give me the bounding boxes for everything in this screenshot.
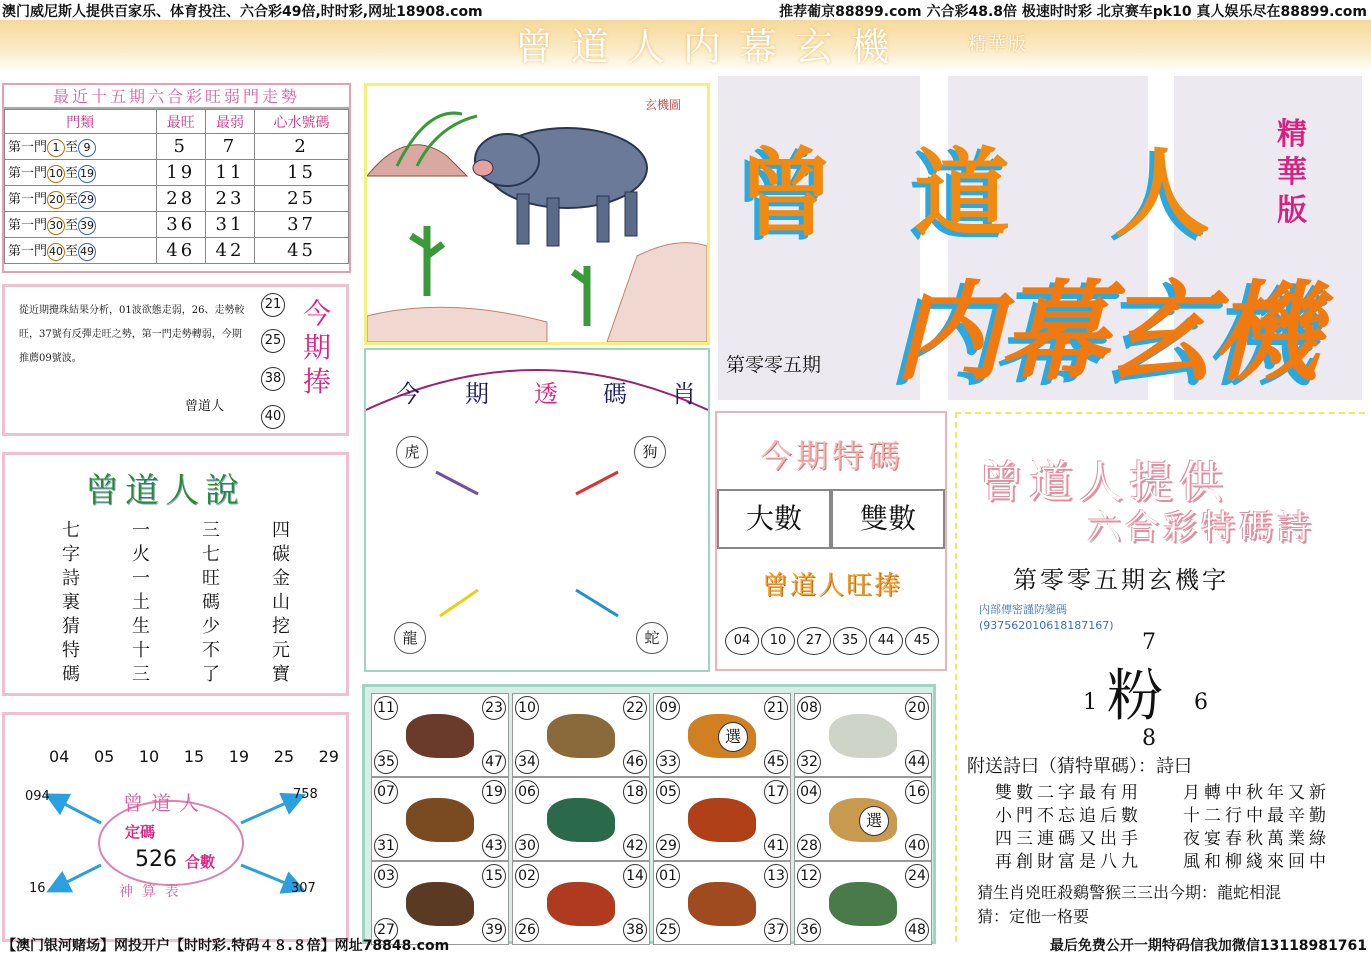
zodiac-animal-image: [829, 714, 897, 758]
zodiac-tiger: 虎: [396, 436, 428, 468]
poem-note: [979, 602, 1114, 634]
zodiac-number: 41: [764, 834, 788, 858]
zodiac-animal-image: [829, 882, 897, 926]
zodiac-cell: [794, 693, 932, 777]
code-corner-tl: 094: [25, 789, 50, 804]
zodiac-cell: [512, 861, 650, 945]
trend-pick: 37: [255, 212, 349, 238]
zodiac-animal-image: [547, 882, 615, 926]
talk-char: 土: [132, 592, 150, 613]
logo-char: 人: [1114, 137, 1210, 250]
code-corner-tr: 758: [293, 787, 318, 802]
code-label: 定碼: [125, 823, 156, 841]
zodiac-number: 31: [374, 834, 398, 858]
top-ad-right[interactable]: 推荐葡京88899.com 六合彩48.8倍 极速时时彩 北京赛车pk10 真人娱乐尽在88899.com: [779, 4, 1367, 20]
animal-grid: [362, 684, 936, 944]
pig-caption: 玄機圖: [645, 98, 682, 112]
talk-char: 一: [132, 520, 150, 541]
zodiac-cell: [512, 693, 650, 777]
zodiac-title: [396, 374, 696, 409]
bottom-ad-bar: [0, 934, 1371, 954]
zodiac-number: 36: [797, 918, 821, 942]
poem-right-column: [1183, 782, 1330, 874]
talk-char: 一: [132, 568, 150, 589]
trend-row: [5, 134, 349, 160]
talk-char: 字: [62, 544, 80, 565]
talk-panel: [2, 452, 349, 696]
trend-range-to-word: 至: [65, 166, 79, 181]
talk-column: [199, 519, 223, 687]
talk-char: 十: [132, 640, 150, 661]
logo-area: [718, 76, 1362, 400]
trend-cold: 11: [205, 160, 254, 186]
zodiac-animal-image: [688, 882, 756, 926]
trend-range-to: 29: [78, 191, 96, 209]
poem-line: 再創財富是八九: [995, 852, 1142, 872]
trend-hot: 36: [156, 212, 205, 238]
zodiac-number: 24: [905, 864, 929, 888]
zodiac-number: 34: [515, 750, 539, 774]
trend-range-to: 39: [78, 217, 96, 235]
poem-num-bottom: 8: [1142, 726, 1156, 751]
zodiac-cell: [653, 861, 791, 945]
poem-area: [955, 412, 1365, 942]
zodiac-number: 08: [797, 696, 821, 720]
trend-door-label: 第一門: [8, 218, 48, 233]
intro-ball: 40: [261, 405, 285, 429]
intro-ball: 38: [261, 367, 285, 391]
logo-issue: 第零零五期: [726, 354, 822, 376]
talk-title: 曾道人說: [85, 471, 245, 511]
talk-char: 七: [202, 544, 220, 565]
zodiac-number: 26: [515, 918, 539, 942]
trend-range-from: 40: [47, 243, 65, 261]
special-ball: 35: [833, 627, 867, 655]
code-value: 526: [135, 847, 177, 872]
zodiac-panel: [364, 348, 710, 672]
talk-char: 不: [202, 640, 220, 661]
code-bottom: 神 算 表: [119, 884, 179, 900]
talk-char: 火: [132, 544, 150, 565]
poem-puzzle-char: 粉: [1107, 664, 1163, 729]
zodiac-cell: [512, 777, 650, 861]
zodiac-dog: 狗: [634, 436, 666, 468]
trend-range: [5, 134, 157, 160]
zodiac-title-char: 期: [465, 380, 489, 408]
logo-badge: 精華版: [1277, 117, 1307, 228]
zodiac-number: 47: [482, 750, 506, 774]
code-number: 04: [49, 747, 70, 766]
trend-door-label: 第一門: [8, 166, 48, 181]
zodiac-number: 32: [797, 750, 821, 774]
zodiac-number: 16: [905, 780, 929, 804]
trend-range-to-word: 至: [65, 140, 79, 155]
trend-pick: 15: [255, 160, 349, 186]
zodiac-title-char: 肖: [672, 380, 696, 408]
trend-range-to: 49: [78, 243, 96, 261]
talk-char: 了: [202, 664, 220, 685]
trend-cold: 42: [205, 238, 254, 264]
special-ball: 45: [905, 627, 939, 655]
trend-hot: 28: [156, 186, 205, 212]
special-code-panel: [715, 411, 947, 671]
trend-cold: 23: [205, 186, 254, 212]
trend-range-from: 10: [47, 165, 65, 183]
zodiac-number: 28: [797, 834, 821, 858]
zodiac-number: 14: [623, 864, 647, 888]
talk-column: [59, 519, 83, 687]
zodiac-number: 06: [515, 780, 539, 804]
zodiac-number: 39: [482, 918, 506, 942]
poem-line: 風和柳綫來回中: [1183, 852, 1330, 872]
zodiac-number: 22: [623, 696, 647, 720]
zodiac-animal-image: [547, 714, 615, 758]
zodiac-number: 15: [482, 864, 506, 888]
intro-ball: 21: [261, 293, 285, 317]
zodiac-number: 38: [623, 918, 647, 942]
special-big-number: 大數: [717, 489, 831, 549]
zodiac-title-char: 碼: [603, 380, 627, 408]
special-balls: [725, 627, 939, 655]
zodiac-cell: [794, 777, 932, 861]
poem-left-column: [995, 782, 1142, 874]
zodiac-selected-mark: 選: [859, 806, 889, 836]
zodiac-number: 43: [482, 834, 506, 858]
trend-range-to: 9: [78, 139, 96, 157]
poem-subtitle: 六合彩特碼詩: [1087, 508, 1315, 548]
trend-door-label: 第一門: [8, 140, 48, 155]
pig-illustration: [367, 86, 707, 342]
poem-footer: 猜：定他一格要: [977, 907, 1090, 926]
poem-title: 曾道人提供: [979, 457, 1229, 508]
trend-cold: 31: [205, 212, 254, 238]
poem-footer: 猜生肖兇旺殺鷄警猴三三出今期：龍蛇相混: [977, 883, 1282, 902]
zodiac-number: 07: [374, 780, 398, 804]
zodiac-number: 48: [905, 918, 929, 942]
zodiac-number: 04: [797, 780, 821, 804]
poem-line: 雙數二字最有用: [995, 783, 1142, 803]
trend-title: 最近十五期六合彩旺弱門走勢: [4, 85, 349, 109]
zodiac-animal-image: [406, 714, 474, 758]
pig-picture-panel: [364, 83, 710, 345]
trend-range-from: 20: [47, 191, 65, 209]
trend-hot: 46: [156, 238, 205, 264]
zodiac-animal-image: [547, 798, 615, 842]
talk-char: 生: [132, 616, 150, 637]
zodiac-number: 30: [515, 834, 539, 858]
zodiac-number: 01: [656, 864, 680, 888]
trend-header-type: 門類: [5, 110, 157, 134]
logo-char: 道: [914, 137, 1010, 250]
talk-char: 寶: [272, 664, 290, 685]
poem-issue: 第零零五期玄機字: [1013, 566, 1229, 594]
zodiac-animal-image: [406, 798, 474, 842]
code-number: 29: [318, 747, 339, 766]
talk-char: 三: [132, 664, 150, 685]
poem-num-top: 7: [1142, 630, 1156, 655]
talk-char: 山: [272, 592, 290, 613]
trend-range-to-word: 至: [65, 244, 79, 259]
trend-range: [5, 212, 157, 238]
trend-pick: 2: [255, 134, 349, 160]
code-number: 19: [228, 747, 250, 766]
intro-side-title: 今期捧: [302, 297, 331, 398]
code-number: 05: [93, 747, 115, 766]
trend-door-label: 第一門: [8, 192, 48, 207]
trend-range-to-word: 至: [65, 192, 79, 207]
code-corner-bl: 16: [29, 881, 46, 896]
trend-hot: 19: [156, 160, 205, 186]
zodiac-number: 13: [764, 864, 788, 888]
zodiac-number: 21: [764, 696, 788, 720]
zodiac-cell: [371, 777, 509, 861]
zodiac-cell: [371, 693, 509, 777]
poem-line: 四三連碼又出手: [995, 829, 1142, 849]
special-ball: 04: [725, 627, 759, 655]
zodiac-title-char: 今: [396, 380, 420, 408]
intro-panel: [2, 284, 349, 436]
zodiac-number: 05: [656, 780, 680, 804]
talk-char: 四: [272, 520, 290, 541]
poem-intro: 附送詩曰（猜特單碼）：詩曰: [967, 756, 1192, 777]
code-number: 25: [273, 747, 295, 766]
special-title: 今期特碼: [759, 437, 904, 475]
zodiac-animal-image: [406, 882, 474, 926]
talk-char: 猜: [62, 616, 80, 637]
zodiac-cell: [653, 777, 791, 861]
intro-text: 從近期攪珠結果分析，01波欲態走弱，26、走勢較旺，37號有反彈走旺之勢，第一門走勢轉弱，今期推薦09號波。: [19, 305, 245, 364]
zodiac-number: 09: [656, 696, 680, 720]
talk-char: 詩: [62, 568, 80, 589]
poem-line: 小門不忘追后數: [995, 806, 1142, 826]
zodiac-number: 33: [656, 750, 680, 774]
zodiac-number: 45: [764, 750, 788, 774]
code-number-row: [49, 747, 339, 766]
talk-char: 元: [272, 640, 290, 661]
zodiac-number: 40: [905, 834, 929, 858]
trend-range-to: 19: [78, 165, 96, 183]
talk-char: 特: [62, 640, 80, 661]
special-even-number: 雙數: [831, 489, 945, 549]
talk-char: 旺: [202, 568, 220, 589]
poem-line: 月轉中秋年又新: [1183, 783, 1330, 803]
zodiac-number: 29: [656, 834, 680, 858]
talk-char: 挖: [272, 616, 290, 637]
special-ball: 27: [797, 627, 831, 655]
trend-pick: 25: [255, 186, 349, 212]
poem-num-right: 6: [1194, 690, 1208, 715]
trend-pick: 45: [255, 238, 349, 264]
zodiac-number: 11: [374, 696, 398, 720]
header-subtitle: 精華版: [968, 34, 1028, 55]
zodiac-selected-mark: 選: [718, 722, 748, 752]
talk-char: 裏: [62, 592, 80, 613]
zodiac-number: 03: [374, 864, 398, 888]
trend-door-label: 第一門: [8, 244, 48, 259]
trend-header-hot: 最旺: [156, 110, 205, 134]
zodiac-snake: 蛇: [636, 622, 668, 654]
code-number: 10: [138, 747, 160, 766]
logo-char: 曾: [738, 137, 834, 250]
poem-num-left: 1: [1083, 690, 1097, 715]
trend-row: [5, 238, 349, 264]
header-title: 曾道人内幕玄機: [515, 25, 908, 69]
trend-range: [5, 160, 157, 186]
poem-note-line: 内部傳密謹防變碼: [979, 603, 1067, 616]
intro-ball: 25: [261, 329, 285, 353]
bottom-ad-left[interactable]: 【澳门银河赌场】网投开户【时时彩.特码４８.８倍】网址78848.com: [2, 938, 450, 954]
trend-row: [5, 212, 349, 238]
logo-line2: 内幕玄機: [894, 270, 1319, 396]
zodiac-number: 19: [482, 780, 506, 804]
talk-char: 金: [272, 568, 290, 589]
zodiac-dragon: 龍: [394, 622, 426, 654]
zodiac-number: 02: [515, 864, 539, 888]
talk-char: 碳: [272, 544, 290, 565]
trend-header-cold: 最弱: [205, 110, 254, 134]
zodiac-number: 42: [623, 834, 647, 858]
talk-char: 三: [202, 520, 220, 541]
trend-cold: 7: [205, 134, 254, 160]
trend-range-to-word: 至: [65, 218, 79, 233]
code-name: 曾道人: [123, 791, 207, 815]
zodiac-number: 25: [656, 918, 680, 942]
zodiac-number: 27: [374, 918, 398, 942]
zodiac-number: 35: [374, 750, 398, 774]
code-corner-br: 307: [291, 881, 316, 896]
zodiac-number: 37: [764, 918, 788, 942]
special-ball: 44: [869, 627, 903, 655]
talk-column: [129, 519, 153, 687]
zodiac-cell: [653, 693, 791, 777]
trend-table: [4, 109, 349, 264]
top-ad-left[interactable]: 澳门威尼斯人提供百家乐、体育投注、六合彩49倍,时时彩,网址18908.com: [2, 4, 483, 20]
poem-line: 夜宴春秋萬業綠: [1183, 829, 1330, 849]
talk-char: 少: [202, 616, 220, 637]
trend-range: [5, 238, 157, 264]
special-wang-title: 曾道人旺捧: [761, 571, 902, 601]
trend-header-pick: 心水號碼: [255, 110, 349, 134]
intro-signature: 曾道人: [185, 399, 225, 414]
talk-column: [269, 519, 293, 687]
code-number: 15: [183, 747, 205, 766]
trend-hot: 5: [156, 134, 205, 160]
trend-panel: [2, 83, 351, 273]
zodiac-title-char: 透: [534, 380, 558, 408]
zodiac-number: 10: [515, 696, 539, 720]
bottom-ad-right[interactable]: 最后免费公开一期特码信我加微信13118981761: [1049, 938, 1367, 954]
talk-char: 碼: [62, 664, 80, 685]
trend-range-from: 1: [47, 139, 65, 157]
zodiac-number: 44: [905, 750, 929, 774]
zodiac-animal-image: [688, 798, 756, 842]
trend-range: [5, 186, 157, 212]
talk-char: 七: [62, 520, 80, 541]
code-suffix: 合數: [185, 853, 216, 871]
zodiac-number: 18: [623, 780, 647, 804]
poem-line: 十二行中最辛勤: [1183, 806, 1330, 826]
zodiac-number: 46: [623, 750, 647, 774]
zodiac-number: 12: [797, 864, 821, 888]
zodiac-cell: [794, 861, 932, 945]
poem-note-code: (937562010618187167): [979, 619, 1114, 632]
trend-row: [5, 186, 349, 212]
talk-char: 碼: [202, 592, 220, 613]
trend-range-from: 30: [47, 217, 65, 235]
code-panel: [2, 712, 349, 942]
trend-row: [5, 160, 349, 186]
zodiac-number: 20: [905, 696, 929, 720]
zodiac-cell: [371, 861, 509, 945]
zodiac-number: 17: [764, 780, 788, 804]
special-ball: 10: [761, 627, 795, 655]
zodiac-number: 23: [482, 696, 506, 720]
